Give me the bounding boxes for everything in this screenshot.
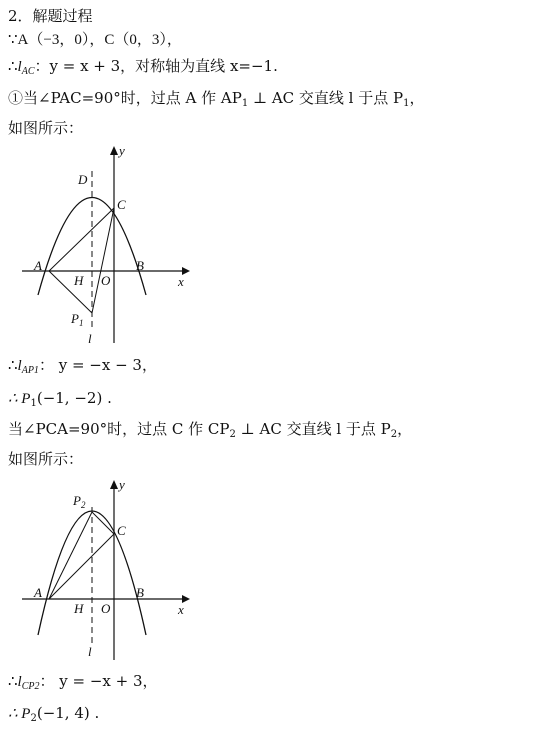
therefore-symbol: ∴ xyxy=(8,57,18,75)
case2-sub-2: 2 xyxy=(390,429,398,440)
line-subscript: AP1 xyxy=(21,365,39,376)
line-cp2-equation xyxy=(8,671,158,697)
line-subscript: AC xyxy=(21,66,35,77)
p-letter: P xyxy=(73,493,81,508)
case1-text: ①当∠PAC=90°时，过点 A 作 AP xyxy=(8,89,242,107)
point-p2-label xyxy=(72,493,86,510)
point-c-label: C xyxy=(117,197,126,212)
equation-text: ： y = −x − 3， xyxy=(38,356,157,374)
y-axis-arrow xyxy=(110,146,118,155)
segment-ac xyxy=(49,208,114,271)
as-shown-label-2: 如图所示： xyxy=(8,450,84,468)
segment-cp2 xyxy=(92,512,114,534)
points-line: ∵A（−3，0），C（0，3）， xyxy=(8,32,182,48)
p1-sub: 1 xyxy=(30,398,37,409)
p1-text: ∴ P xyxy=(8,391,31,407)
point-d-label: D xyxy=(78,172,88,187)
p1-value: (−1, −2) . xyxy=(36,389,112,407)
figure-1 xyxy=(18,143,198,348)
segment-ap1 xyxy=(49,271,92,313)
therefore-symbol: ∴ xyxy=(8,672,18,690)
segment-ap2 xyxy=(49,512,92,599)
segment-ac xyxy=(49,534,114,599)
point-h-label: H xyxy=(74,601,84,616)
p-letter: P xyxy=(71,311,79,326)
p-subscript: 2 xyxy=(80,500,86,510)
x-axis-label: x xyxy=(178,602,184,617)
line-l-label: l xyxy=(88,644,92,659)
line-ac-equation xyxy=(8,56,278,82)
case1-sub-2: 1 xyxy=(403,98,410,109)
case1-statement xyxy=(8,88,425,114)
p2-coordinates xyxy=(8,703,99,729)
case2-sub: 2 xyxy=(229,429,236,440)
p2-text: ∴ P xyxy=(8,706,31,722)
line-ap1-equation xyxy=(8,355,157,381)
segment-p1c xyxy=(92,208,114,313)
point-a-label: A xyxy=(34,585,42,600)
line-l-label: l xyxy=(88,331,92,346)
case2-text-2: ⊥ AC 交直线 l 于点 P xyxy=(235,420,391,438)
point-a-label: A xyxy=(34,258,42,273)
p2-sub: 2 xyxy=(30,713,37,724)
p2-value: (−1, 4) . xyxy=(36,704,100,722)
y-axis-label: y xyxy=(119,477,125,492)
as-shown-label-1: 如图所示： xyxy=(8,119,84,137)
equation-text: ： y = −x + 3， xyxy=(39,672,158,690)
figure-2 xyxy=(18,475,198,665)
point-c-label: C xyxy=(117,523,126,538)
point-b-label: B xyxy=(136,258,144,273)
point-b-label: B xyxy=(136,585,144,600)
line-subscript: CP2 xyxy=(21,681,40,692)
case1-text-2: ⊥ AC 交直线 l 于点 P xyxy=(248,89,404,107)
p1-coordinates xyxy=(8,388,112,414)
point-h-label: H xyxy=(74,273,84,288)
case2-statement xyxy=(8,419,412,445)
equation-text: ：y = x + 3，对称轴为直线 x=−1. xyxy=(34,57,278,75)
case1-end: ， xyxy=(409,89,425,107)
line-symbol: l xyxy=(17,674,22,690)
therefore-symbol: ∴ xyxy=(8,356,18,374)
line-symbol: l xyxy=(17,59,22,75)
y-axis-label: y xyxy=(119,143,125,158)
case2-end: ， xyxy=(397,420,413,438)
origin-label: O xyxy=(101,601,111,616)
origin-label: O xyxy=(101,273,111,288)
y-axis-arrow xyxy=(110,480,118,489)
x-axis-label: x xyxy=(178,274,184,289)
case1-sub: 1 xyxy=(241,98,249,109)
point-p1-label xyxy=(70,311,83,328)
case2-text: 当∠PCA=90°时，过点 C 作 CP xyxy=(8,420,230,438)
section-heading: 2．解题过程 xyxy=(8,7,93,25)
line-symbol: l xyxy=(17,358,22,374)
p-subscript: 1 xyxy=(78,318,84,328)
